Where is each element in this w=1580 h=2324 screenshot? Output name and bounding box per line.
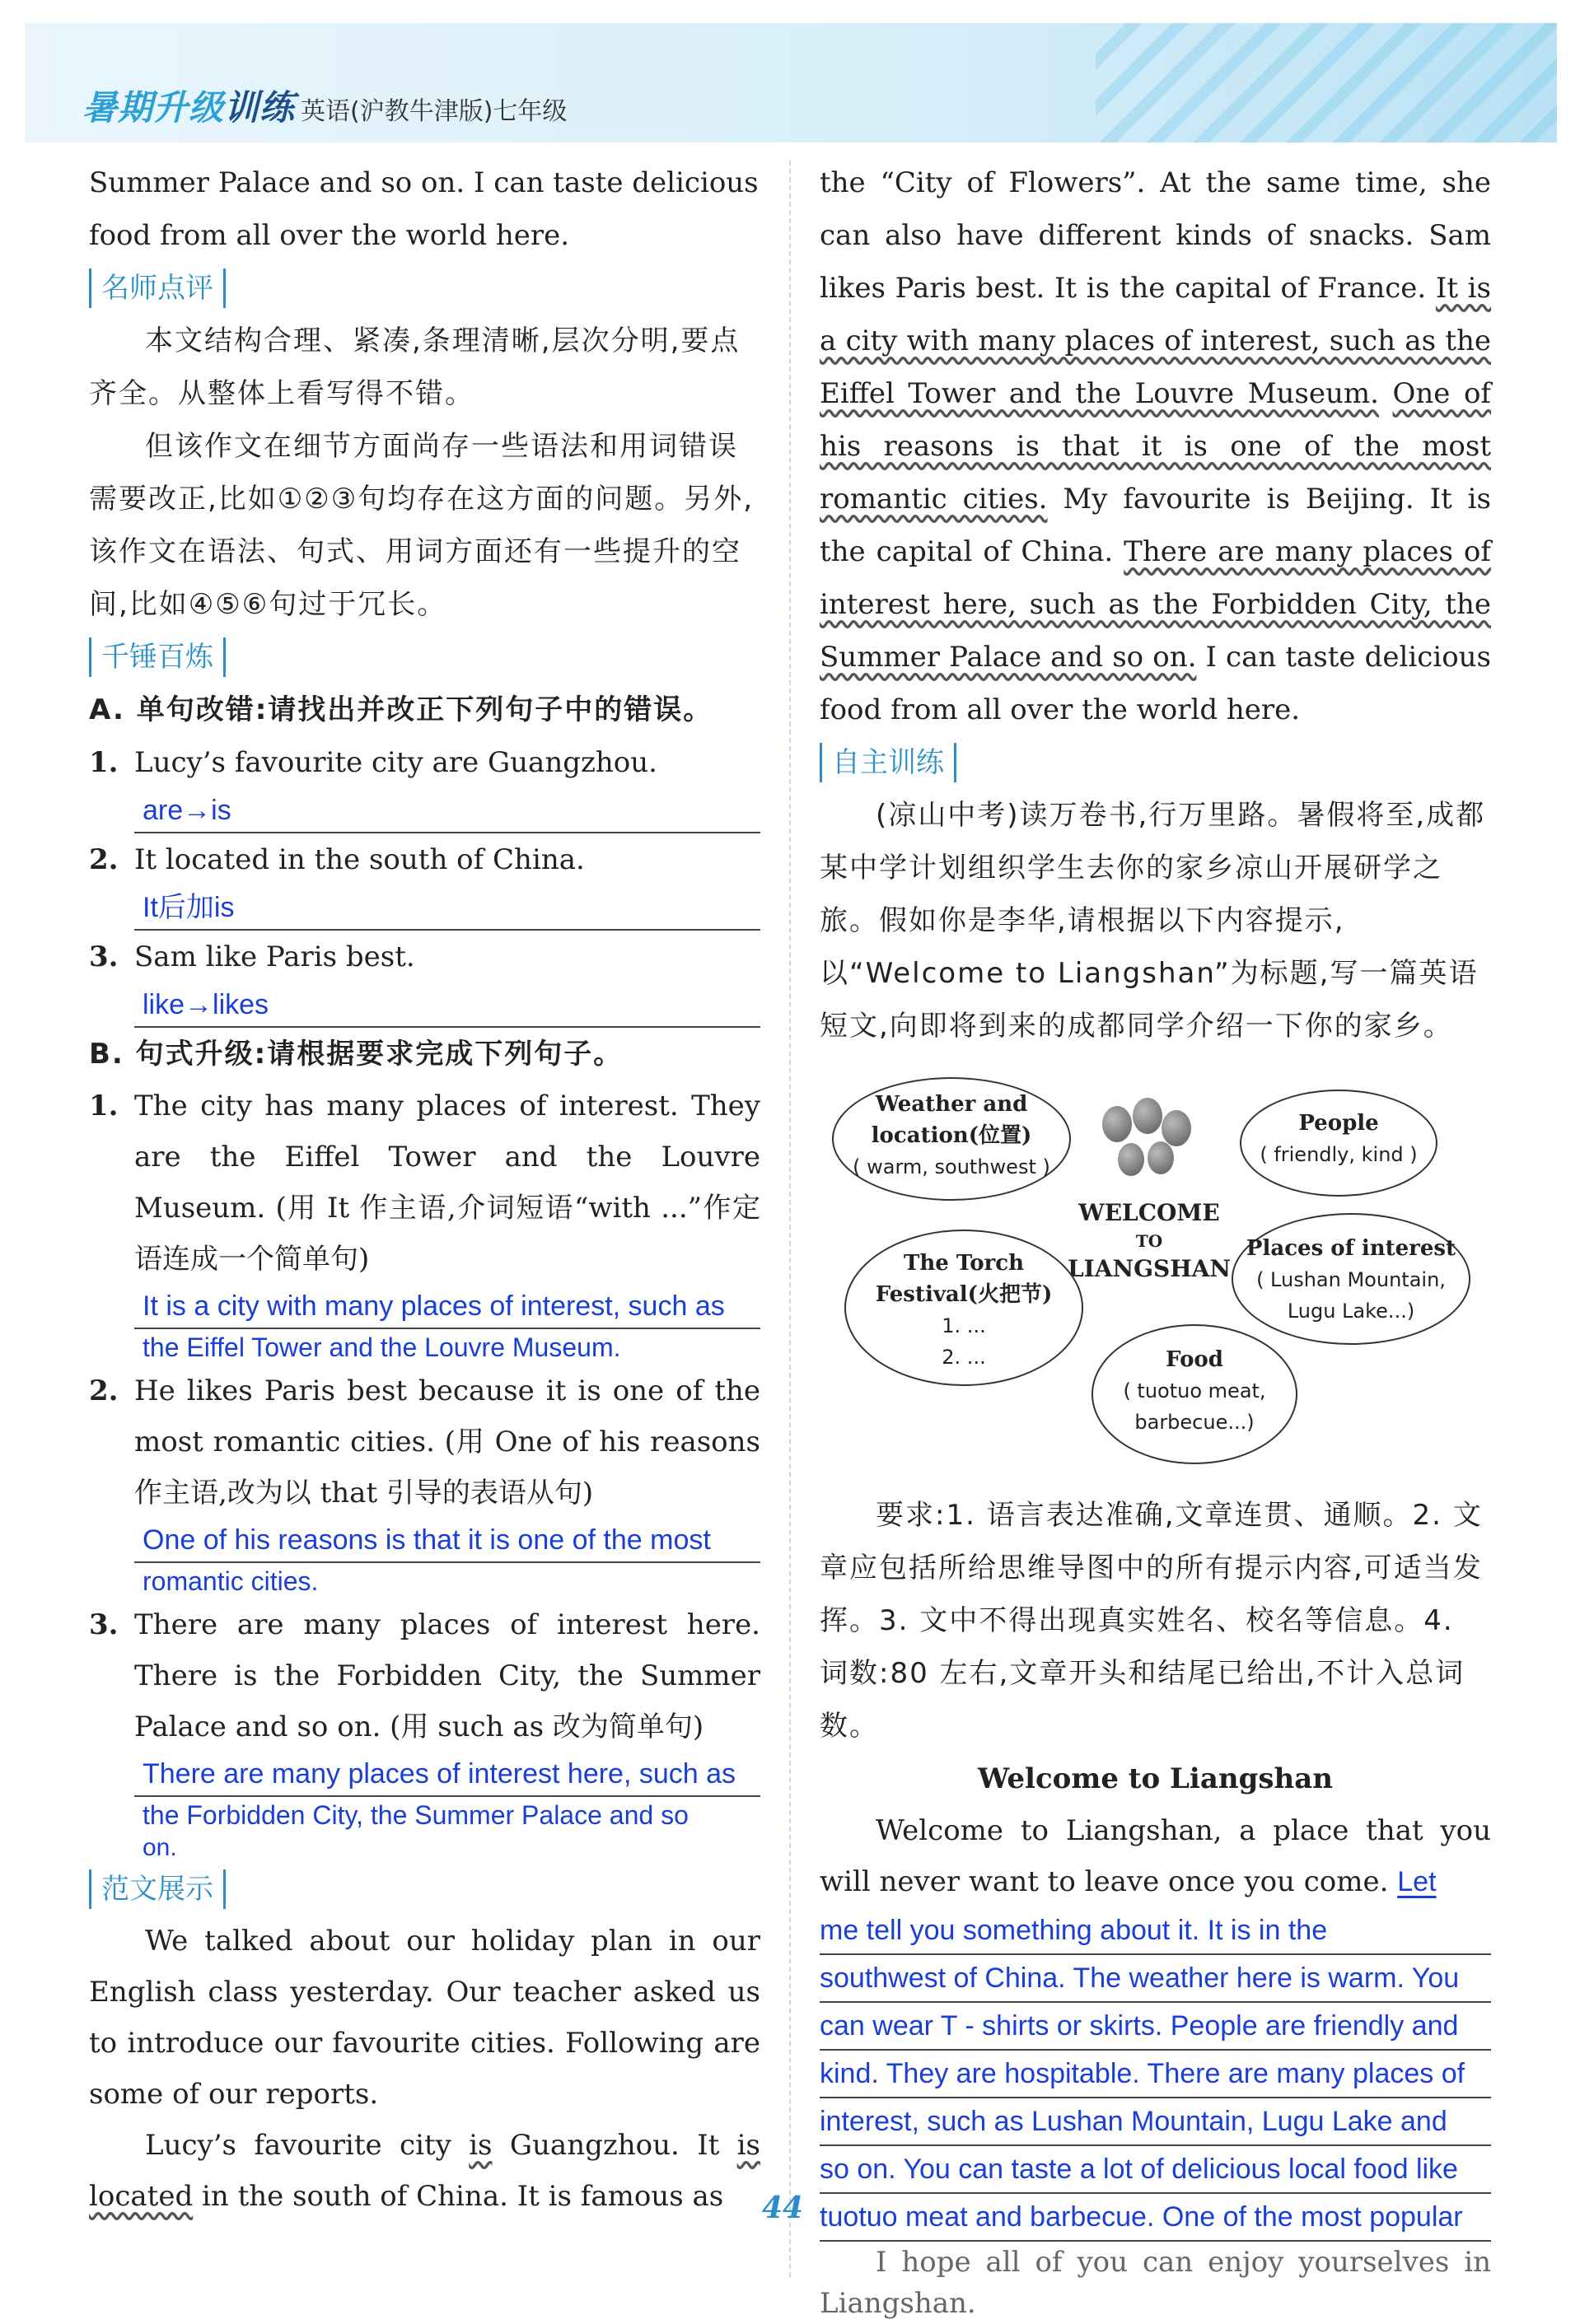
partB-title: B. 句式升级:请根据要求完成下列句子。 [89, 1038, 624, 1071]
partB-answer-2-line1[interactable]: One of his reasons is that it is one of the most [134, 1519, 760, 1563]
partB-question-3: 3. There are many places of interest here. There is the Forbidden City, the Summer Palace and so on. (用 such as 改为简单句) [89, 1608, 760, 1743]
partB-answer-3-line3: on. [143, 1834, 177, 1861]
bubble-torch-festival: The Torch Festival(火把节) 1. ... 2. ... [844, 1230, 1083, 1386]
model-paragraph-2: Lucy’s favourite city is Guangzhou. It is located in the south of China. It is famous as [89, 2129, 760, 2213]
intro-line-1: Summer Palace and so on. I can taste delicious [89, 166, 759, 199]
subject-title: 英语(沪教牛津版)七年级 [301, 97, 568, 126]
mindmap-center: WELCOME TO LIANGSHAN [1067, 1199, 1231, 1282]
partA-answer-1[interactable]: are→is [134, 789, 760, 833]
mind-map [820, 1061, 1491, 1481]
partA-question-1: 1. Lucy’s favourite city are Guangzhou. [89, 746, 657, 779]
left-column [89, 156, 760, 2222]
partA-question-2: 2. It located in the south of China. [89, 843, 585, 876]
bubble-weather: Weather and location(位置) ( warm, southwest ) [832, 1077, 1071, 1201]
section-comment: 名师点评 [89, 268, 226, 308]
column-divider [789, 161, 791, 2277]
header-decoration [1096, 23, 1557, 142]
balloon-icon-3 [1162, 1110, 1191, 1146]
model-continuation: the “City of Flowers”. At the same time, she can also have different kinds of snacks. Sam likes Paris best. It is the capital of France. It is a city with many places of interest, such as the Eiffel Tower and the Louvre Museum. One of his reasons is that it is one of the most romantic cities. My favourite is Beijing. It is the capital of China. There are many places of interest here, such as the Forbidden City, the Summer Palace and so on. I can taste delicious food from all over the world here. [820, 166, 1492, 726]
partB-answer-3-line2: the Forbidden City, the Summer Palace and so [143, 1800, 689, 1830]
section-model-essay: 范文展示 [89, 1869, 226, 1909]
partB-question-2: 2. He likes Paris best because it is one of the most romantic cities. (用 One of his reasons 作主语,改为以 that 引导的表语从句) [89, 1374, 760, 1510]
partB-question-1: 1. The city has many places of interest. They are the Eiffel Tower and the Louvre Museum. (用 It 作主语,介词短语“with ...”作定语连成一个简单句) [89, 1090, 760, 1276]
comment-paragraph-2: 但该作文在细节方面尚存一些语法和用词错误需要改正,比如①②③句均存在这方面的问题。另外,该作文在语法、句式、用词方面还有一些提升的空间,比如④⑤⑥句过于冗长。 [89, 430, 755, 621]
task-prompt: (凉山中考)读万卷书,行万里路。暑假将至,成都某中学计划组织学生去你的家乡凉山开展研学之旅。假如你是李华,请根据以下内容提示,以“Welcome to Liangshan”为标题,写一篇英语短文,向即将到来的成都同学介绍一下你的家乡。 [820, 799, 1486, 1043]
intro-line-2: food from all over the world here. [89, 219, 570, 252]
bubble-places-of-interest: Places of interest ( Lushan Mountain, Lugu Lake...) [1232, 1213, 1470, 1345]
balloon-icon-5 [1148, 1141, 1174, 1174]
partB-answer-3-line1[interactable]: There are many places of interest here, such as [134, 1752, 760, 1797]
balloon-icon-4 [1118, 1143, 1144, 1176]
balloon-icon-1 [1102, 1106, 1132, 1142]
bubble-food: Food ( tuotuo meat, barbecue...) [1092, 1324, 1297, 1464]
section-self-training: 自主训练 [820, 743, 956, 782]
model-paragraph-1: We talked about our holiday plan in our English class yesterday. Our teacher asked us to introduce our favourite cities. Following are some of our reports. [89, 1925, 760, 2111]
partA-title: A. 单句改错:请找出并改正下列句子中的错误。 [89, 693, 713, 726]
balloon-icon-2 [1133, 1098, 1162, 1134]
right-column [820, 156, 1491, 2324]
essay-title: Welcome to Liangshan [978, 1762, 1333, 1795]
requirements: 要求:1. 语言表达准确,文章连贯、通顺。2. 文章应包括所给思维导图中的所有提示内容,可适当发挥。3. 文中不得出现真实姓名、校名等信息。4. 词数:80 左右,文章开头和结尾已给出,不计入总词数。 [820, 1499, 1483, 1743]
partB-answer-1-line2: the Eiffel Tower and the Louvre Museum. [143, 1332, 621, 1362]
essay-opening: Welcome to Liangshan, a place that you will never want to leave once you come. Let [820, 1814, 1491, 1898]
partA-answer-3[interactable]: like→likes [134, 983, 760, 1028]
partA-answer-2[interactable]: It后加is [134, 886, 760, 931]
essay-closing: I hope all of you can enjoy yourselves in Liangshan. [820, 2246, 1491, 2320]
partB-answer-2-line2: romantic cities. [143, 1566, 319, 1596]
brand-logo: 暑期升级训练 [82, 87, 296, 128]
partA-question-3: 3. Sam like Paris best. [89, 940, 415, 973]
bubble-people: People ( friendly, kind ) [1240, 1090, 1437, 1197]
page-number: 44 [762, 2191, 804, 2225]
essay-answer[interactable]: me tell you something about it. It is in the southwest of China. The weather here is warm. You can wear T - shirts or skirts. People are friendly and kind. They are hospitable. There are many places of interest, such as Lushan Mountain, Lugu Lake and so on. You can taste a lot of delicious local food like tuotuo meat and barbecue. One of the most popular [820, 1907, 1491, 2242]
partB-answer-1-line1[interactable]: It is a city with many places of interest, such as [134, 1285, 760, 1329]
comment-paragraph-1: 本文结构合理、紧凑,条理清晰,层次分明,要点齐全。从整体上看写得不错。 [89, 324, 741, 410]
section-practice: 千锤百炼 [89, 637, 226, 677]
